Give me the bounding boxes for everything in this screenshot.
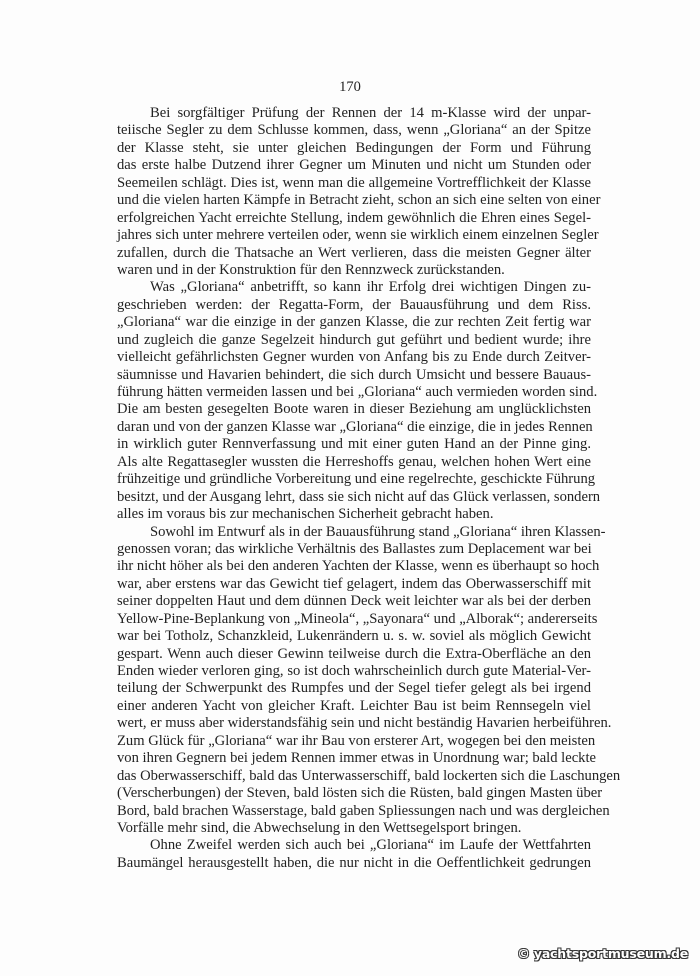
- text-line: gespart. Wenn auch dieser Gewinn teilweise durch die Extra-Oberfläche an den: [117, 645, 591, 662]
- text-line: in wirklich guter Rennverfassung und mit einer guten Hand an der Pinne ging.: [117, 436, 591, 453]
- text-line: Vorfälle mehr sind, die Abwechselung in den Wettsegelsport bringen.: [117, 819, 522, 836]
- text-line: führung hätten vermeiden lassen und bei „Gloriana“ auch vermieden worden sind.: [117, 384, 598, 400]
- text-line: Als alte Regattasegler wussten die Herreshoffs genau, welchen hohen Wert eine: [117, 453, 591, 470]
- text-line: zufallen, durch die Thatsache an Wert verlieren, dass die meisten Gegner älter: [117, 244, 591, 261]
- text-line: teilung der Schwerpunkt des Rumpfes und der Segel tiefer gelegt als bei irgend: [117, 680, 591, 697]
- paragraph: [117, 837, 591, 872]
- text-line: Sowohl im Entwurf als in der Bauausführung stand „Gloriana“ ihren Klassen-: [150, 523, 606, 540]
- paragraph: [117, 279, 601, 523]
- text-line: war, aber erstens war das Gewicht tief gelagert, indem das Oberwasserschiff mit: [117, 575, 591, 592]
- text-line: besitzt, und der Ausgang lehrt, dass sie sich nicht auf das Glück verlassen, sondern: [117, 488, 601, 505]
- text-line: Yellow-Pine-Beplankung von „Mineola“, „Sayonara“ und „Alborak“; andererseits: [117, 610, 598, 627]
- text-line: daran und von der ganzen Klasse war „Gloriana“ die einzige, die in jedes Rennen: [117, 418, 593, 435]
- text-line: Die am besten gesegelten Boote waren in dieser Beziehung am unglücklichsten: [117, 401, 591, 418]
- paragraph: [117, 105, 601, 279]
- watermark: © yachtsportmuseum.de: [517, 946, 688, 961]
- text-line: vielleicht gefährlichsten Gegner wurden von Anfang bis zu Ende durch Zeitver-: [117, 349, 591, 366]
- text-line: waren und in der Konstruktion für den Rennzweck zurückstanden.: [117, 261, 505, 278]
- text-line: Bord, bald brachen Wasserstage, bald gaben Spliessungen nach und was dergleichen: [117, 802, 610, 819]
- text-line: seiner doppelten Haut und dem dünnen Deck weit leichter war als bei der derben: [117, 593, 591, 610]
- text-line: wert, er muss aber widerstandsfähig sein und nicht beständig Havarien herbeiführen.: [117, 715, 612, 732]
- text-line: der Klasse steht, sie unter gleichen Bedingungen der Form und Führung: [117, 139, 591, 156]
- text-line: Ohne Zweifel werden sich auch bei „Gloriana“ im Laufe der Wettfahrten: [150, 837, 591, 854]
- text-line: Zum Glück für „Gloriana“ war ihr Bau von ersterer Art, wogegen bei den meisten: [117, 732, 596, 749]
- paragraph: [117, 523, 621, 838]
- text-line: war bei Totholz, Schanzkleid, Lukenrändern u. s. w. soviel als möglich Gewicht: [117, 628, 591, 645]
- text-line: Seemeilen schlägt. Dies ist, wenn man die allgemeine Vortrefflichkeit der Klasse: [117, 174, 591, 191]
- text-line: jahres sich unter mehrere verteilen oder, wenn sie wirklich einem einzelnen Segler: [117, 227, 599, 244]
- body-text: [117, 105, 621, 872]
- text-line: und zugleich die ganze Segelzeit hindurch gut geführt und bedient wurde; ihre: [117, 331, 591, 348]
- text-line: (Verscherbungen) der Steven, bald lösten sich die Rüsten, bald gingen Masten über: [117, 785, 603, 802]
- text-line: das Oberwasserschiff, bald das Unterwasserschiff, bald lockerten sich die Laschungen: [117, 767, 621, 784]
- text-line: und die vielen harten Kämpfe in Betracht zieht, schon an sich eine selten von einer: [117, 192, 601, 209]
- text-line: von ihren Gegnern bei jedem Rennen immer etwas in Unordnung war; bald leckte: [117, 750, 597, 767]
- text-line: säumnisse und Havarien behindert, die sich durch Umsicht und bessere Bauaus-: [117, 366, 591, 383]
- text-line: frühzeitige und gründliche Vorbereitung und eine regelrechte, geschickte Führung: [117, 471, 596, 488]
- text-line: „Gloriana“ war die einzige in der ganzen Klasse, die zur rechten Zeit fertig war: [117, 314, 591, 331]
- text-line: erfolgreichen Yacht erreichte Stellung, indem gewöhnlich die Ehren eines Segel-: [117, 209, 591, 226]
- text-line: geschrieben werden: der Regatta-Form, der Bauausführung und dem Riss.: [117, 296, 591, 313]
- text-line: alles im voraus bis zur mechanischen Sicherheit gebracht haben.: [117, 506, 494, 523]
- text-line: Baumängel herausgestellt haben, die nur nicht in die Oeffentlichkeit gedrungen: [117, 854, 591, 871]
- page-number: 170: [339, 79, 361, 95]
- text-line: genossen voran; das wirkliche Verhältnis des Ballastes zum Deplacement war bei: [117, 540, 592, 557]
- text-line: ihr nicht höher als bei den anderen Yachten der Klasse, wenn es überhaupt so hoch: [117, 558, 600, 575]
- text-line: Bei sorgfältiger Prüfung der Rennen der 14 m-Klasse wird der unpar-: [150, 105, 591, 121]
- text-line: das erste halbe Dutzend ihrer Gegner um Minuten und nicht um Stunden oder: [117, 157, 591, 174]
- text-line: einer anderen Yacht von gleicher Kraft. Leichter Bau ist beim Rennsegeln viel: [117, 697, 591, 714]
- text-line: teiische Segler zu dem Schlusse kommen, dass, wenn „Gloriana“ an der Spitze: [117, 122, 591, 139]
- text-line: Enden wieder verloren ging, so ist doch wahrscheinlich durch gute Material-Ver-: [117, 663, 591, 679]
- text-line: Was „Gloriana“ anbetrifft, so kann ihr Erfolg drei wichtigen Dingen zu-: [150, 279, 591, 296]
